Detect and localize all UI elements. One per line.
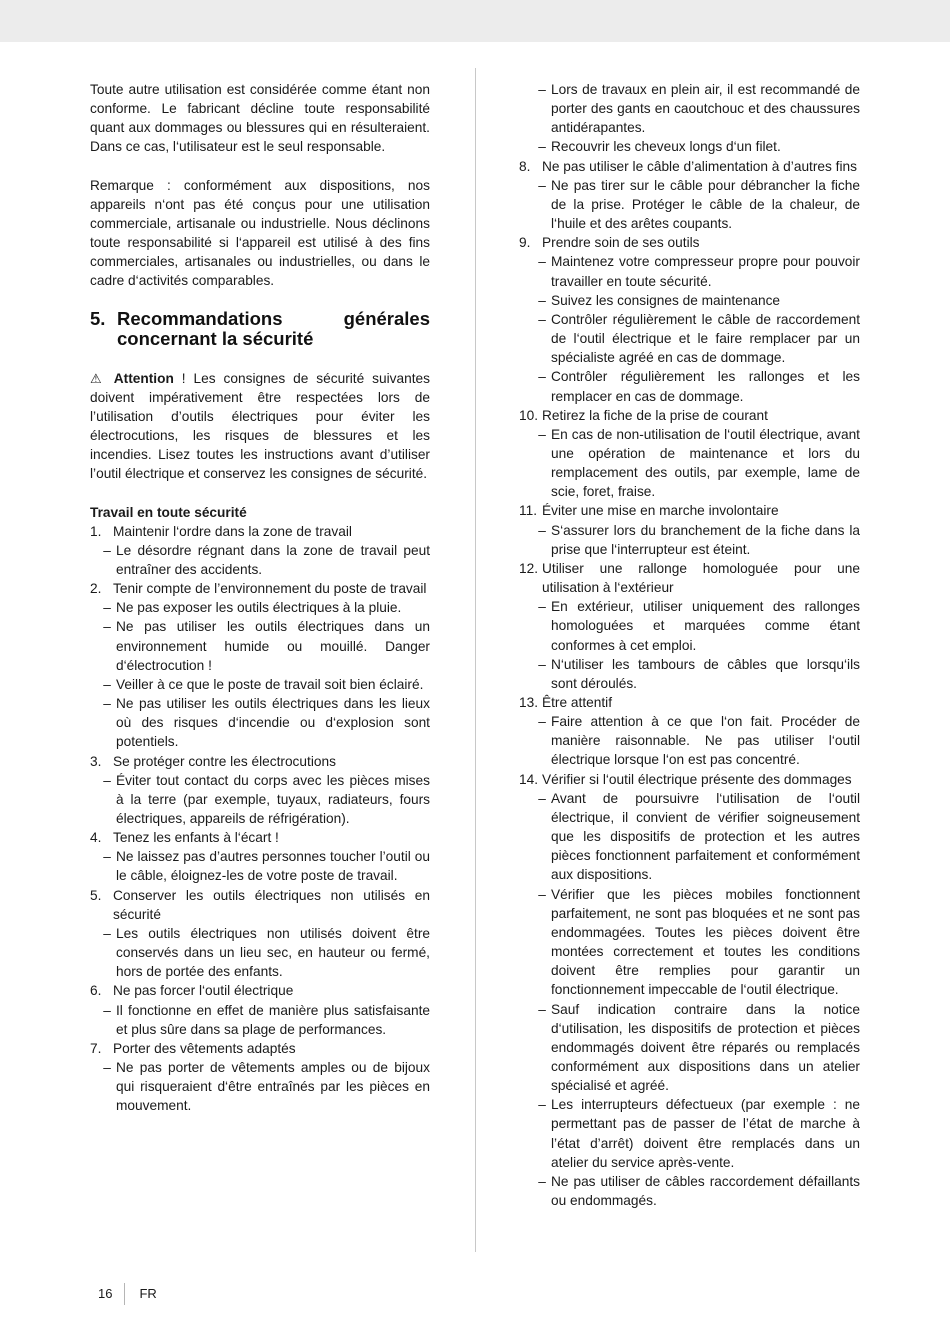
sub-item-text: N‘utiliser les tambours de câbles que lorsqu‘ils sont déroulés. bbox=[551, 656, 860, 691]
list-item bbox=[519, 501, 860, 558]
item-number: 4. bbox=[90, 830, 102, 846]
dash-bullet: – bbox=[538, 656, 546, 672]
sub-list bbox=[90, 1058, 430, 1115]
dash-bullet: – bbox=[538, 82, 546, 97]
dash-bullet: – bbox=[538, 426, 546, 442]
sub-list-item bbox=[519, 310, 860, 367]
item-number: 8. bbox=[519, 158, 531, 174]
sub-item-text: Vérifier que les pièces mobiles fonctionnent parfaitement, ne sont pas bloquées et ne sont pas endommagées. Toutes les pièces doivent être montées correctement et toutes les conditions doivent être remplies pour garantir un fonctionnement impeccable de l‘outil électrique. bbox=[551, 886, 860, 998]
sub-list-item bbox=[519, 789, 860, 885]
sub-item-text: Éviter tout contact du corps avec les pièces mises à la terre (par exemple, tuyaux, radiateurs, fours électriques, appareils de réfrigération). bbox=[116, 772, 430, 826]
sub-list bbox=[519, 176, 860, 233]
dash-bullet: – bbox=[103, 676, 111, 692]
sub-item-text: S‘assurer lors du branchement de la fiche dans la prise que l‘interrupteur est éteint. bbox=[551, 522, 860, 557]
sub-list-item bbox=[519, 655, 860, 693]
sub-list-item bbox=[90, 617, 430, 674]
sub-list-item bbox=[519, 712, 860, 769]
item-text: Ne pas forcer l‘outil électrique bbox=[113, 983, 294, 999]
sub-list bbox=[519, 521, 860, 559]
sub-item-text: Contrôler régulièrement les rallonges et les remplacer en cas de dommage. bbox=[551, 369, 860, 404]
sub-item-text: Ne pas porter de vêtements amples ou de bijoux qui risqueraient d‘être entraînés par les pièces en mouvement. bbox=[116, 1060, 430, 1114]
sub-list-item bbox=[90, 1001, 430, 1039]
sub-item-text: Suivez les consignes de maintenance bbox=[551, 292, 781, 308]
sub-list-item bbox=[519, 252, 860, 290]
sub-item-text: Avant de poursuivre l‘utilisation de l‘outil électrique, il convient de vérifier soigneusement que les dispositifs de protection et les autres pièces fonctionnent parfaitement et conformément aux dispositions. bbox=[551, 790, 860, 883]
item-number: 9. bbox=[519, 235, 531, 251]
item-text: Être attentif bbox=[542, 695, 612, 710]
item-number: 13. bbox=[519, 695, 539, 710]
item-text: Ne pas utiliser le câble d’alimentation à d’autres fins bbox=[542, 158, 857, 174]
section-title-line1: Recommandations générales bbox=[117, 307, 430, 329]
sub-item-text: Recouvrir les cheveux longs d‘un filet. bbox=[551, 139, 781, 155]
list-item bbox=[519, 770, 860, 1211]
sub-list bbox=[90, 541, 430, 579]
sub-list bbox=[519, 712, 860, 769]
dash-bullet: – bbox=[103, 696, 111, 712]
dash-bullet: – bbox=[538, 790, 546, 806]
item-number: 6. bbox=[90, 983, 102, 999]
sub-list-item bbox=[90, 675, 430, 694]
dash-bullet: – bbox=[538, 292, 546, 308]
sub-item-text: Faire attention à ce que l‘on fait. Procéder de manière raisonnable. Ne pas utiliser l‘outil électrique lorsque l‘on est pas concentré. bbox=[551, 714, 860, 768]
attention-paragraph bbox=[90, 369, 430, 484]
dash-bullet: – bbox=[538, 886, 546, 902]
sub-list-item bbox=[90, 694, 430, 751]
sub-item-text: Sauf indication contraire dans la notice d‘utilisation, les dispositifs de protection et pièces endommagés doivent être réparés ou remplacés conformément aux dispositions dans un atelier spécialisé et agréé. bbox=[551, 1001, 860, 1094]
attention-text: ! Les consignes de sécurité suivantes doivent impérativement être respectées lors de l’utilisation d’outils électriques pour éviter les électrocutions, les risques de blessures et les incendies. Lisez toutes les instructions avant d’utiliser l’outil électrique et conservez les consignes de sécurité. bbox=[90, 370, 430, 482]
item-text: Prendre soin de ses outils bbox=[542, 235, 700, 251]
column-divider bbox=[475, 68, 476, 1252]
dash-bullet: – bbox=[538, 139, 546, 155]
item-text: Retirez la fiche de la prise de courant bbox=[542, 407, 768, 423]
sub-list bbox=[519, 425, 860, 502]
dash-bullet: – bbox=[538, 177, 546, 193]
right-column bbox=[519, 80, 860, 1210]
sub-list bbox=[90, 924, 430, 981]
sub-list-item bbox=[519, 80, 860, 137]
sub-list bbox=[519, 597, 860, 693]
sub-item-text: Ne pas utiliser les outils électriques dans un environnement humide ou mouillé. Danger d‘électrocution ! bbox=[116, 619, 430, 673]
sub-list-item bbox=[90, 771, 430, 828]
list-item bbox=[90, 886, 430, 982]
safety-list-left bbox=[90, 522, 430, 1116]
dash-bullet: – bbox=[538, 522, 546, 538]
item-text: Vérifier si l‘outil électrique présente des dommages bbox=[542, 771, 852, 787]
warning-icon: ⚠ bbox=[90, 370, 106, 386]
item-number: 14. bbox=[519, 771, 539, 787]
sub-list-item bbox=[519, 1000, 860, 1096]
sub-item-text: Ne pas exposer les outils électriques à la pluie. bbox=[116, 600, 402, 616]
sub-list-item bbox=[90, 541, 430, 579]
dash-bullet: – bbox=[538, 714, 546, 730]
attention-label: Attention bbox=[113, 370, 174, 386]
item-text: Porter des vêtements adaptés bbox=[113, 1040, 296, 1056]
list-item bbox=[519, 693, 860, 770]
safety-list-right bbox=[519, 157, 860, 1211]
sub-list-item bbox=[519, 597, 860, 654]
nonconforming-use-paragraph: Toute autre utilisation est considérée comme étant non conforme. Le fabricant décline toute responsabilité quant aux dommages ou blessures qui en résulteraient. Dans ce cas, l‘utilisateur est le seul responsable. bbox=[90, 82, 430, 155]
sub-list-item bbox=[90, 847, 430, 885]
sub-list bbox=[519, 789, 860, 1210]
sub-item-text: En extérieur, utiliser uniquement des rallonges homologuées et marquées comme étant conformes à cet emploi. bbox=[551, 599, 860, 653]
item-text: Conserver les outils électriques non utilisés en sécurité bbox=[113, 887, 430, 922]
section-title-line2: concernant la sécurité bbox=[117, 327, 314, 349]
item-text: Tenez les enfants à l‘écart ! bbox=[113, 830, 279, 846]
sub-item-text: Ne pas utiliser les outils électriques dans les lieux où des risques d‘incendie ou d‘explosion sont potentiels. bbox=[116, 696, 430, 750]
remark-paragraph: Remarque : conformément aux dispositions, nos appareils n‘ont pas été conçus pour une utilisation commerciale, artisanale ou industrielle. Nous déclinons toute responsabilité si l‘appareil est utilisé à des fins commerciales, artisanales ou industrielles, ou dans le cadre d‘activités comparables. bbox=[90, 177, 430, 289]
item-text: Éviter une mise en marche involontaire bbox=[542, 503, 779, 519]
dash-bullet: – bbox=[538, 1097, 546, 1113]
sub-list bbox=[519, 252, 860, 405]
section-number: 5. bbox=[90, 307, 106, 329]
sub-item-text: Les outils électriques non utilisés doivent être conservés dans un lieu sec, en hauteur ou fermé, hors de portée des enfants. bbox=[116, 925, 430, 980]
item-text: Utiliser une rallonge homologuée pour une utilisation à l‘extérieur bbox=[542, 560, 860, 596]
item-number: 10. bbox=[519, 407, 539, 423]
dash-bullet: – bbox=[538, 369, 546, 385]
sub-item-text: En cas de non-utilisation de l‘outil électrique, avant une opération de maintenance et lors du remplacement des outils, par exemple, lame de scie, foret, fraise. bbox=[551, 426, 860, 500]
list-item bbox=[90, 828, 430, 885]
section-title bbox=[117, 309, 430, 349]
language-code: FR bbox=[139, 1286, 157, 1301]
sub-item-text: Maintenez votre compresseur propre pour pouvoir travailler en toute sécurité. bbox=[551, 254, 860, 289]
list-item bbox=[519, 406, 860, 502]
item-text: Tenir compte de l’environnement du poste de travail bbox=[113, 581, 427, 597]
sub-item-text: Veiller à ce que le poste de travail soit bien éclairé. bbox=[116, 676, 424, 692]
sub-list-item bbox=[90, 598, 430, 617]
sub-list-item bbox=[90, 1058, 430, 1115]
list-item bbox=[90, 981, 430, 1038]
sub-list-item bbox=[519, 291, 860, 310]
dash-bullet: – bbox=[103, 772, 111, 788]
subheading: Travail en toute sécurité bbox=[90, 504, 247, 520]
list-item bbox=[519, 559, 860, 693]
sub-item-text: Contrôler régulièrement le câble de raccordement de l‘outil électrique et le faire remplacer par un spécialiste agréé en cas de dommage. bbox=[551, 311, 860, 366]
item-text: Se protéger contre les électrocutions bbox=[113, 753, 336, 769]
dash-bullet: – bbox=[538, 1001, 546, 1017]
sub-item-text: Ne laissez pas d’autres personnes toucher l’outil ou le câble, éloignez-les de votre poste de travail. bbox=[116, 849, 430, 884]
section-heading bbox=[90, 309, 430, 349]
dash-bullet: – bbox=[103, 849, 111, 865]
dash-bullet: – bbox=[538, 254, 546, 270]
dash-bullet: – bbox=[538, 599, 546, 615]
dash-bullet: – bbox=[538, 1173, 546, 1189]
sub-item-text: Il fonctionne en effet de manière plus satisfaisante et plus sûre dans sa plage de performances. bbox=[116, 1002, 430, 1037]
sub-list-item bbox=[519, 176, 860, 233]
dash-bullet: – bbox=[103, 542, 111, 558]
dash-bullet: – bbox=[538, 311, 546, 327]
list-item bbox=[519, 157, 860, 234]
item-number: 3. bbox=[90, 753, 102, 769]
top-bar bbox=[0, 0, 950, 42]
left-column bbox=[90, 80, 430, 1116]
sub-item-text: Les interrupteurs défectueux (par exemple : ne permettant pas de passer de l’état de marche à l’état d’arrêt) doivent être remplacés dans un atelier du service après-vente. bbox=[551, 1097, 860, 1170]
page-footer bbox=[98, 1283, 157, 1305]
item-number: 12. bbox=[519, 560, 539, 576]
sub-item-text: Lors de travaux en plein air, il est recommandé de porter des gants en caoutchouc et des chaussures antidérapantes. bbox=[551, 82, 860, 136]
item-text: Maintenir l‘ordre dans la zone de travail bbox=[113, 523, 352, 539]
list-item bbox=[90, 579, 430, 751]
sub-list bbox=[90, 771, 430, 828]
sub-list-item bbox=[519, 137, 860, 156]
dash-bullet: – bbox=[103, 1060, 111, 1076]
list-item bbox=[90, 752, 430, 829]
sub-list-item bbox=[90, 924, 430, 981]
sub-list-item bbox=[519, 521, 860, 559]
item-number: 1. bbox=[90, 523, 102, 539]
list-item bbox=[519, 233, 860, 405]
item-number: 11. bbox=[519, 503, 538, 519]
dash-bullet: – bbox=[103, 1002, 111, 1018]
item-number: 5. bbox=[90, 887, 102, 903]
sub-list-item bbox=[519, 1095, 860, 1172]
dash-bullet: – bbox=[103, 925, 111, 941]
list-item bbox=[90, 1039, 430, 1116]
item-number: 2. bbox=[90, 581, 102, 597]
dash-bullet: – bbox=[103, 600, 111, 616]
list-item bbox=[90, 522, 430, 579]
sub-list-item bbox=[519, 367, 860, 405]
lead-sub-list bbox=[519, 80, 860, 157]
sub-list-item bbox=[519, 1172, 860, 1210]
page-number: 16 bbox=[98, 1283, 125, 1305]
sub-item-text: Ne pas tirer sur le câble pour débrancher la fiche de la prise. Protéger le câble de la chaleur, de l‘huile et des arêtes coupants. bbox=[551, 177, 860, 232]
sub-item-text: Le désordre régnant dans la zone de travail peut entraîner des accidents. bbox=[116, 542, 430, 577]
sub-list bbox=[90, 1001, 430, 1039]
sub-list bbox=[90, 598, 430, 751]
sub-list-item bbox=[519, 885, 860, 1000]
sub-item-text: Ne pas utiliser de câbles raccordement défaillants ou endommagés. bbox=[551, 1173, 860, 1209]
item-number: 7. bbox=[90, 1040, 102, 1056]
dash-bullet: – bbox=[103, 619, 111, 635]
sub-list-item bbox=[519, 425, 860, 502]
sub-list bbox=[90, 847, 430, 885]
